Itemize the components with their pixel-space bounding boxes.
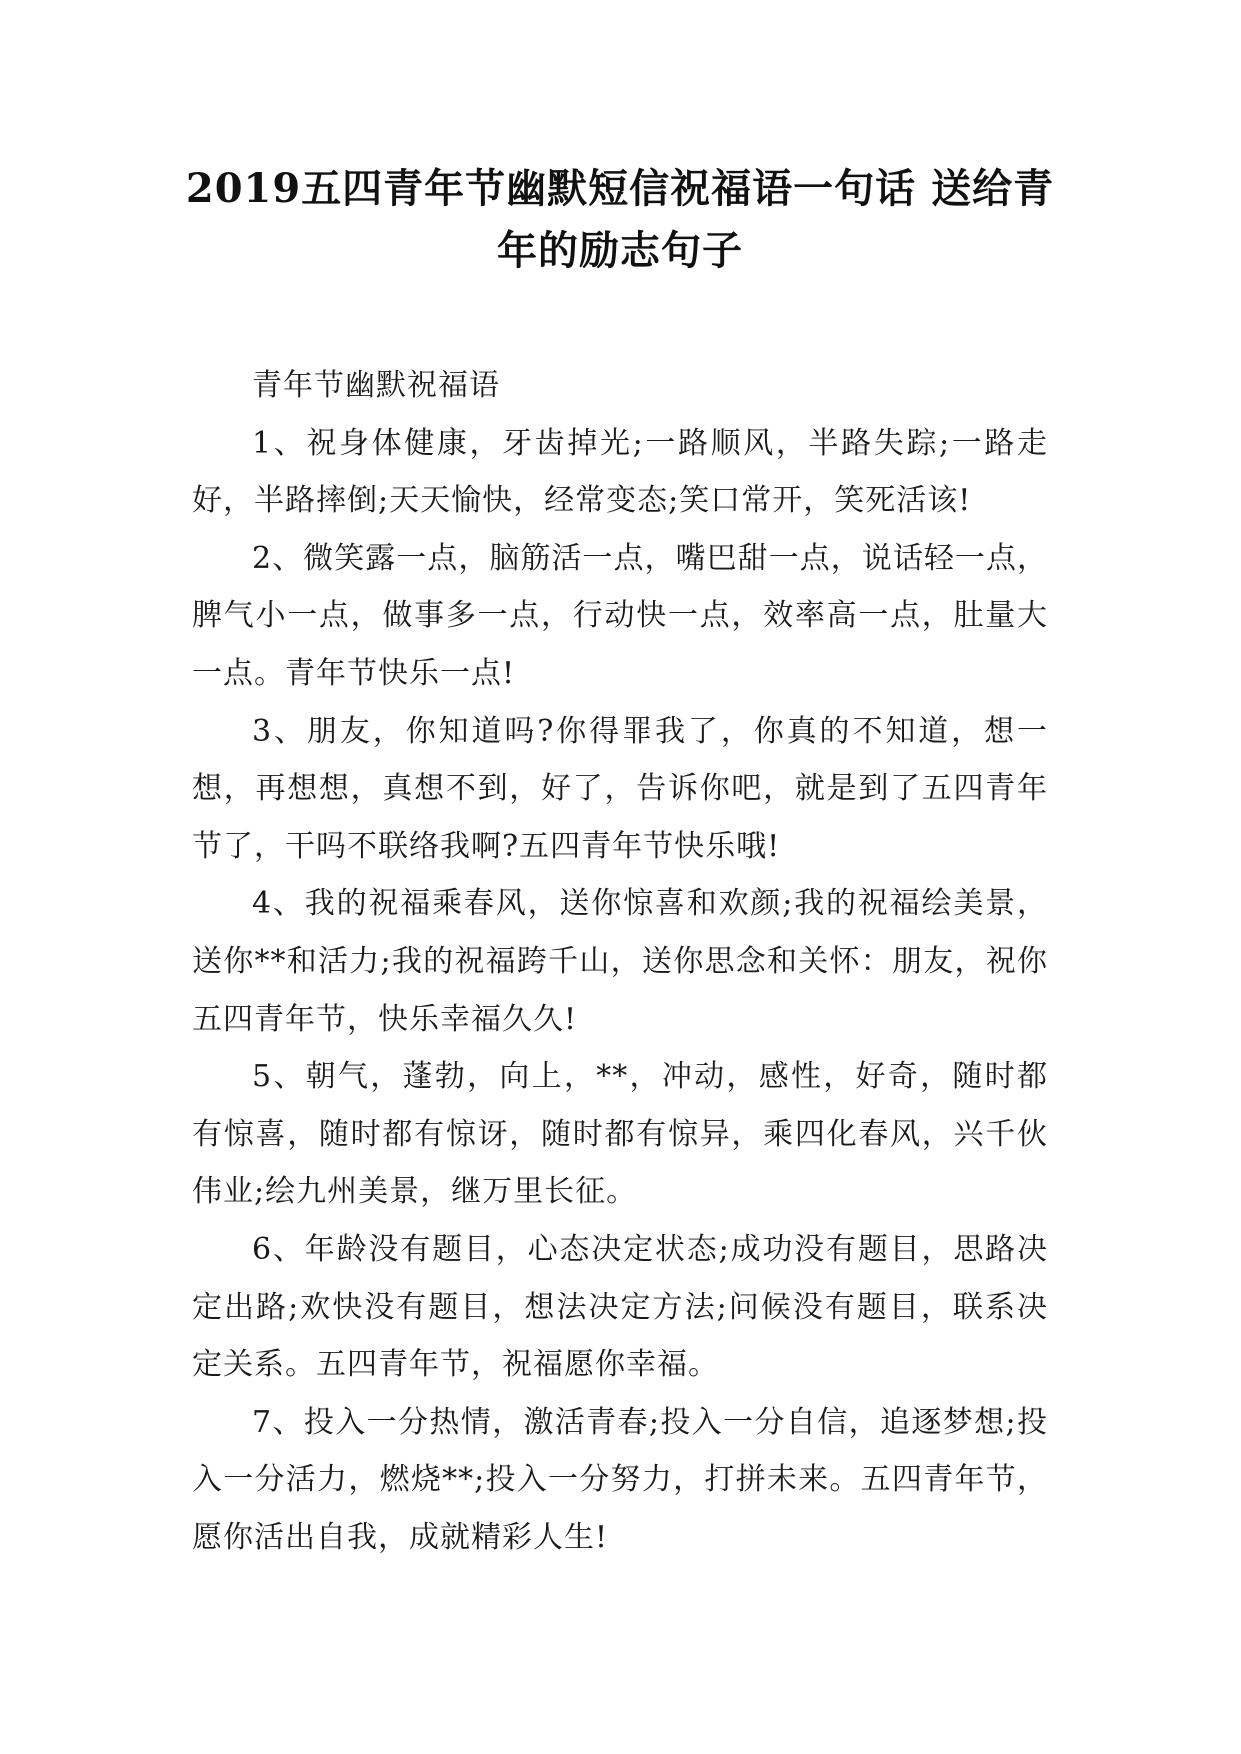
- paragraph-6: 6、年龄没有题目，心态决定状态;成功没有题目，思路决定出路;欢快没有题目，想法决定方法;问候没有题目，联系决定关系。五四青年节，祝福愿你幸福。: [192, 1231, 1048, 1383]
- paragraph-3: 3、朋友，你知道吗?你得罪我了，你真的不知道，想一想，再想想，真想不到，好了，告诉你吧，就是到了五四青年节了，干吗不联络我啊?五四青年节快乐哦!: [192, 713, 1048, 864]
- document-title: 2019五四青年节幽默短信祝福语一句话 送给青年的励志句子: [185, 165, 1055, 274]
- paragraph-4: 4、我的祝福乘春风，送你惊喜和欢颜;我的祝福绘美景，送你**和活力;我的祝福跨千山，送你思念和关怀：朋友，祝你五四青年节，快乐幸福久久!: [192, 886, 1048, 1037]
- paragraph-2: 2、微笑露一点，脑筋活一点，嘴巴甜一点，说话轻一点，脾气小一点，做事多一点，行动快一点，效率高一点，肚量大一点。青年节快乐一点!: [192, 540, 1048, 691]
- section-heading: 青年节幽默祝福语: [252, 368, 500, 403]
- paragraph-1: 1、祝身体健康，牙齿掉光;一路顺风，半路失踪;一路走好，半路摔倒;天天愉快，经常变态;笑口常开，笑死活该!: [192, 425, 1048, 519]
- paragraph-7: 7、投入一分热情，激活青春;投入一分自信，追逐梦想;投入一分活力，燃烧**;投入一分努力，打拼未来。五四青年节，愿你活出自我，成就精彩人生!: [192, 1404, 1048, 1555]
- paragraph-5: 5、朝气，蓬勃，向上，**，冲动，感性，好奇，随时都有惊喜，随时都有惊讶，随时都有惊异，乘四化春风，兴千伙伟业;绘九州美景，继万里长征。: [192, 1059, 1048, 1210]
- document-body: [192, 357, 1048, 1566]
